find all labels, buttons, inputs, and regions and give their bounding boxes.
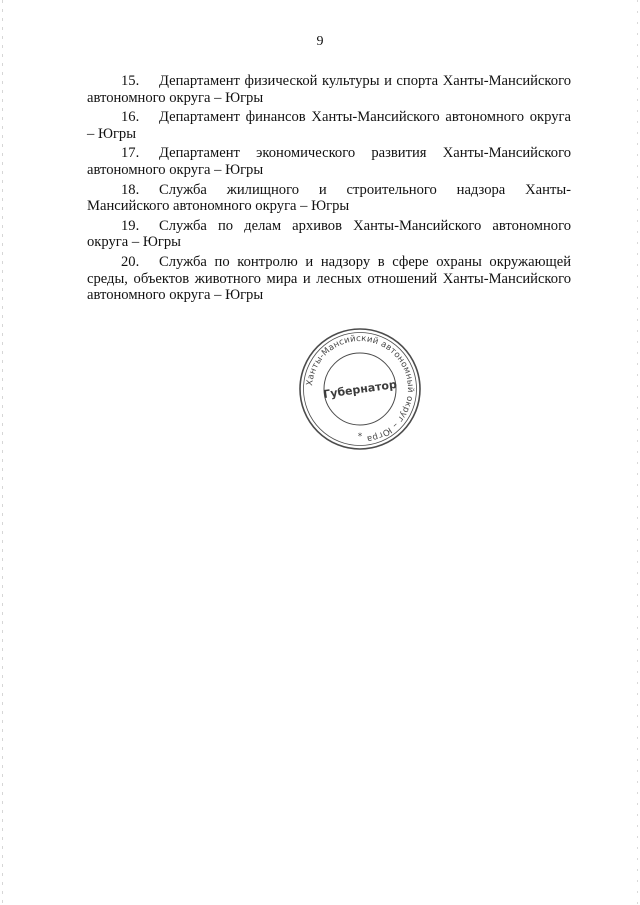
list-item-number: 19. (121, 217, 140, 234)
page-number: 9 (316, 34, 324, 49)
list-item (87, 182, 571, 215)
list-item (87, 73, 571, 106)
list-item (87, 109, 571, 142)
list-item (87, 145, 571, 178)
list-item-number: 20. (121, 253, 140, 270)
scan-edge-right (637, 0, 638, 905)
list-item (87, 218, 571, 251)
seal-ring-text: Ханты-Мансийский автономный округ – Югра (305, 333, 416, 444)
seal-star: * (357, 432, 363, 442)
list-item-number: 15. (121, 73, 140, 89)
seal-stamp-graphic (297, 326, 423, 452)
list-item (87, 254, 571, 304)
agency-list (87, 73, 571, 307)
list-item-text: Служба по контролю и надзору в сфере охраны окружающей среды, объектов животного мира и лесных отношений Ханты-Мансийского автономного округа – Югры (87, 253, 571, 304)
list-item-text: Департамент экономического развития Ханты-Мансийского автономного округа – Югры (87, 145, 571, 178)
list-item-text: Департамент физической культуры и спорта Ханты-Мансийского автономного округа – Югры (87, 73, 571, 106)
scan-edge-left (2, 0, 3, 905)
list-item-text: Департамент финансов Ханты-Мансийского автономного округа – Югры (87, 109, 571, 142)
list-item-text: Служба по делам архивов Ханты-Мансийского автономного округа – Югры (87, 217, 571, 251)
seal-center-text: Губернатор (322, 377, 398, 402)
official-seal (297, 326, 423, 452)
list-item-number: 18. (121, 181, 140, 198)
list-item-number: 16. (121, 109, 140, 126)
list-item-number: 17. (121, 145, 140, 162)
list-item-text: Служба жилищного и строительного надзора Ханты-Мансийского автономного округа – Югры (87, 181, 571, 215)
